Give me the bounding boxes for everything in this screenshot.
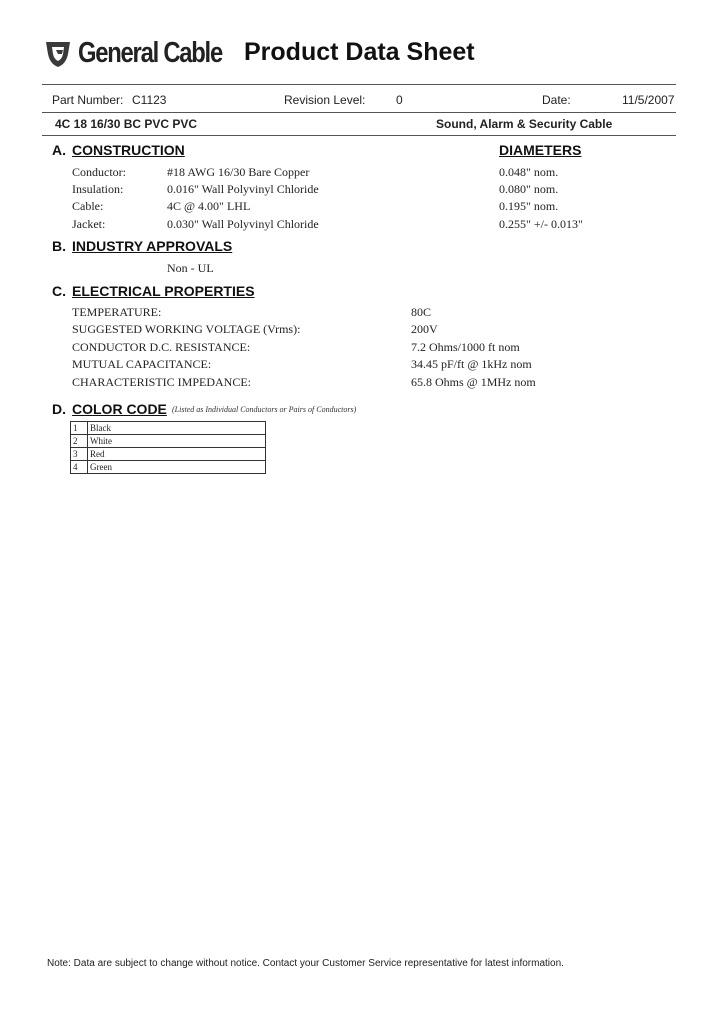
product-code: 4C 18 16/30 BC PVC PVC	[55, 117, 198, 131]
color-code-table	[70, 421, 266, 474]
diameters-title: DIAMETERS	[499, 142, 582, 158]
header-rule-middle	[42, 112, 676, 113]
electrical-label: MUTUAL CAPACITANCE:	[72, 357, 212, 371]
brand-logo	[42, 36, 254, 70]
construction-label: Jacket:	[72, 217, 106, 231]
color-number: 4	[71, 461, 88, 474]
revision-value: 0	[396, 93, 403, 107]
color-name: Green	[88, 461, 266, 474]
construction-diameter: 0.255" +/- 0.013"	[499, 217, 583, 231]
product-category: Sound, Alarm & Security Cable	[436, 117, 613, 131]
header-rule-bottom	[42, 135, 676, 136]
electrical-label: TEMPERATURE:	[72, 305, 162, 319]
footer-note: Note: Data are subject to change without notice. Contact your Customer Service representative for latest information.	[47, 958, 564, 969]
table-row	[71, 461, 266, 474]
page-title: Product Data Sheet	[244, 38, 475, 66]
revision-label: Revision Level:	[284, 93, 366, 107]
construction-value: 0.016" Wall Polyvinyl Chloride	[167, 182, 319, 196]
section-c-title: ELECTRICAL PROPERTIES	[72, 283, 255, 299]
section-c-letter: C.	[52, 283, 66, 299]
brand-name: General Cable	[78, 36, 222, 69]
color-name: Black	[88, 422, 266, 435]
date-label: Date:	[542, 93, 571, 107]
construction-label: Insulation:	[72, 182, 124, 196]
construction-value: #18 AWG 16/30 Bare Copper	[167, 165, 310, 179]
construction-diameter: 0.195" nom.	[499, 199, 559, 213]
construction-value: 0.030" Wall Polyvinyl Chloride	[167, 217, 319, 231]
header-rule-top	[42, 84, 676, 85]
electrical-label: SUGGESTED WORKING VOLTAGE (Vrms):	[72, 322, 301, 336]
electrical-value: 65.8 Ohms @ 1MHz nom	[411, 375, 536, 389]
section-a-title: CONSTRUCTION	[72, 142, 185, 158]
color-number: 2	[71, 435, 88, 448]
section-a-letter: A.	[52, 142, 66, 158]
electrical-value: 200V	[411, 322, 438, 336]
electrical-value: 80C	[411, 305, 432, 319]
color-name: White	[88, 435, 266, 448]
section-d-title: COLOR CODE	[72, 401, 167, 417]
electrical-label: CONDUCTOR D.C. RESISTANCE:	[72, 340, 251, 354]
general-cable-logo-icon	[42, 37, 74, 69]
electrical-label: CHARACTERISTIC IMPEDANCE:	[72, 375, 252, 389]
construction-label: Cable:	[72, 199, 104, 213]
table-row	[71, 448, 266, 461]
section-b-letter: B.	[52, 238, 66, 254]
approval-value: Non - UL	[167, 261, 214, 275]
part-number-value: C1123	[132, 93, 167, 107]
electrical-value: 7.2 Ohms/1000 ft nom	[411, 340, 520, 354]
table-row	[71, 435, 266, 448]
table-row	[71, 422, 266, 435]
construction-label: Conductor:	[72, 165, 126, 179]
color-number: 3	[71, 448, 88, 461]
part-number-label: Part Number:	[52, 93, 124, 107]
color-name: Red	[88, 448, 266, 461]
color-code-note: (Listed as Individual Conductors or Pairs of Conductors)	[172, 405, 357, 414]
construction-diameter: 0.080" nom.	[499, 182, 559, 196]
construction-diameter: 0.048" nom.	[499, 165, 559, 179]
section-b-title: INDUSTRY APPROVALS	[72, 238, 233, 254]
color-number: 1	[71, 422, 88, 435]
electrical-value: 34.45 pF/ft @ 1kHz nom	[411, 357, 532, 371]
section-d-letter: D.	[52, 401, 66, 417]
construction-value: 4C @ 4.00" LHL	[167, 199, 251, 213]
date-value: 11/5/2007	[622, 93, 675, 107]
